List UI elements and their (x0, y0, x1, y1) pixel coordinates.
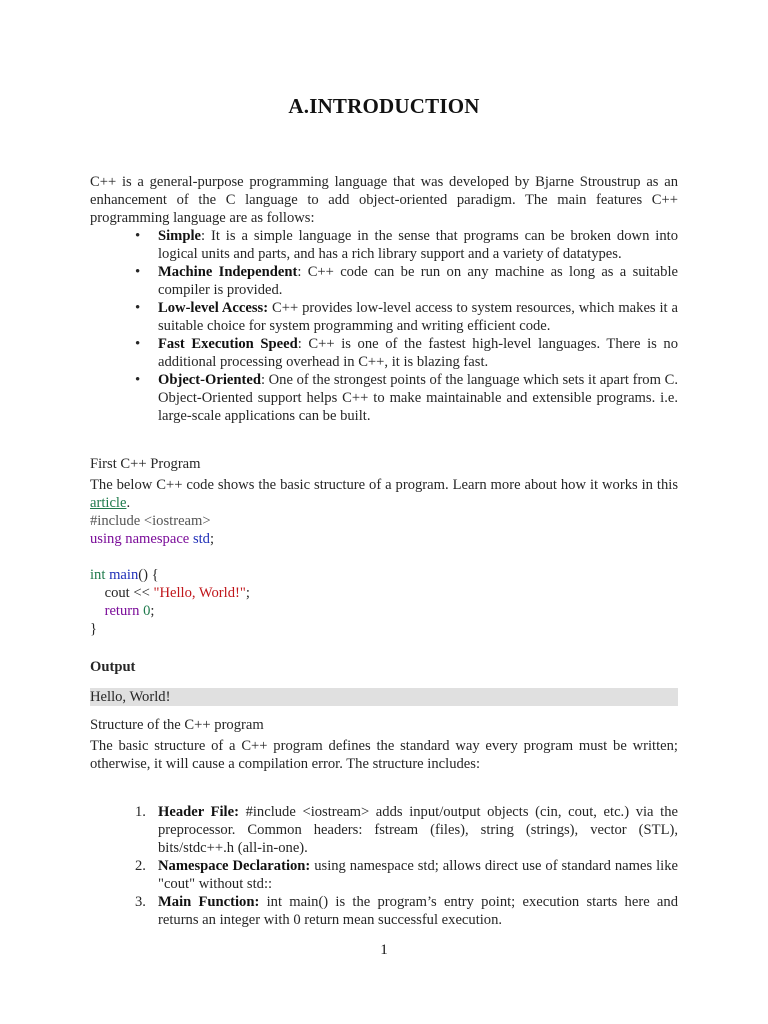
include-directive: #include <iostream> (90, 513, 211, 529)
structure-text: using namespace std; allows direct use of standard names like "cout" without std:: (158, 858, 678, 892)
list-item (158, 227, 678, 263)
feature-term: Low-level Access: (158, 300, 269, 316)
list-item (158, 371, 678, 425)
list-item (135, 857, 678, 893)
feature-list (90, 227, 678, 425)
zero-literal: 0 (143, 603, 151, 619)
code-line-include (90, 512, 678, 530)
list-number: 3. (135, 894, 146, 910)
list-item (158, 299, 678, 335)
feature-term: Machine Independent (158, 264, 298, 280)
namespace-std: std (192, 531, 210, 547)
first-program-text-end: . (126, 495, 131, 511)
list-item (135, 893, 679, 929)
structure-term: Main Function: (158, 894, 260, 910)
feature-term: Fast Execution Speed (158, 336, 298, 352)
document-body (90, 173, 678, 929)
feature-text: : C++ is one of the fastest high-level languages. There is no additional processing overhead in C++, it is blazing fast. (158, 336, 679, 370)
string-literal: "Hello, World!" (153, 585, 246, 601)
structure-list (90, 803, 678, 929)
list-item (135, 803, 678, 857)
feature-term: Simple (158, 228, 201, 244)
page-number: 1 (380, 942, 388, 958)
structure-term: Header File: (158, 804, 239, 820)
code-line-close (90, 620, 678, 638)
feature-text: : It is a simple language in the sense that programs can be broken down into logical units and parts, and has a rich library support and a variety of datatypes. (158, 228, 678, 262)
indent (90, 603, 105, 619)
semicolon: ; (209, 531, 215, 547)
code-line-cout (90, 584, 678, 602)
first-program-heading: First C++ Program (90, 456, 201, 472)
list-number: 1. (135, 804, 146, 820)
structure-heading: Structure of the C++ program (90, 717, 264, 733)
feature-text: : C++ code can be run on any machine as long as a suitable compiler is provided. (158, 264, 678, 298)
output-box: Hello, World! (90, 688, 678, 706)
structure-text: #include <iostream> adds input/output objects (cin, cout, etc.) via the preprocessor. Common headers: fstream (files), string (strings), vector (STL), bits/stdc++.h (all-in-one). (158, 804, 678, 856)
structure-paragraph: The basic structure of a C++ program defines the standard way every program must be written; otherwise, it will cause a compilation error. The structure includes: (90, 738, 678, 772)
semicolon: ; (245, 585, 250, 601)
intro-paragraph: C++ is a general-purpose programming language that was developed by Bjarne Stroustrup as an enhancement of the C language to add object-oriented paradigm. The main features C++ programming language are as follows: (90, 174, 678, 226)
closing-brace: } (90, 621, 98, 637)
semicolon: ; (150, 603, 155, 619)
feature-text: C++ provides low-level access to system resources, which makes it a suitable choice for system programming and writing efficient code. (158, 300, 678, 334)
structure-text: int main() is the program’s entry point; execution starts here and returns an integer with 0 return mean successful execution. (158, 894, 679, 928)
structure-term: Namespace Declaration: (158, 858, 311, 874)
code-line-return (90, 602, 678, 620)
using-keyword: using namespace (90, 531, 190, 547)
article-link[interactable]: article (90, 495, 127, 511)
output-heading: Output (90, 659, 136, 675)
feature-term: Object-Oriented (158, 372, 261, 388)
feature-text: : One of the strongest points of the language which sets it apart from C. Object-Oriented support helps C++ to make maintainable and extensible programs. i.e. large-scale applications can be built. (158, 372, 678, 424)
main-signature: () { (138, 567, 159, 583)
main-function: main (109, 567, 139, 583)
int-keyword: int (90, 567, 106, 583)
page-title: A.INTRODUCTION (288, 94, 480, 118)
first-program-paragraph (90, 476, 678, 512)
first-program-text: The below C++ code shows the basic structure of a program. Learn more about how it works in this (90, 477, 678, 493)
list-number: 2. (135, 858, 146, 874)
list-item (158, 335, 678, 371)
code-block (90, 512, 678, 638)
list-item (158, 263, 678, 299)
code-line-using (90, 530, 678, 548)
cout-statement: cout << (90, 585, 154, 601)
return-keyword: return (104, 603, 140, 619)
code-line-blank (90, 548, 678, 566)
code-line-main (90, 566, 678, 584)
